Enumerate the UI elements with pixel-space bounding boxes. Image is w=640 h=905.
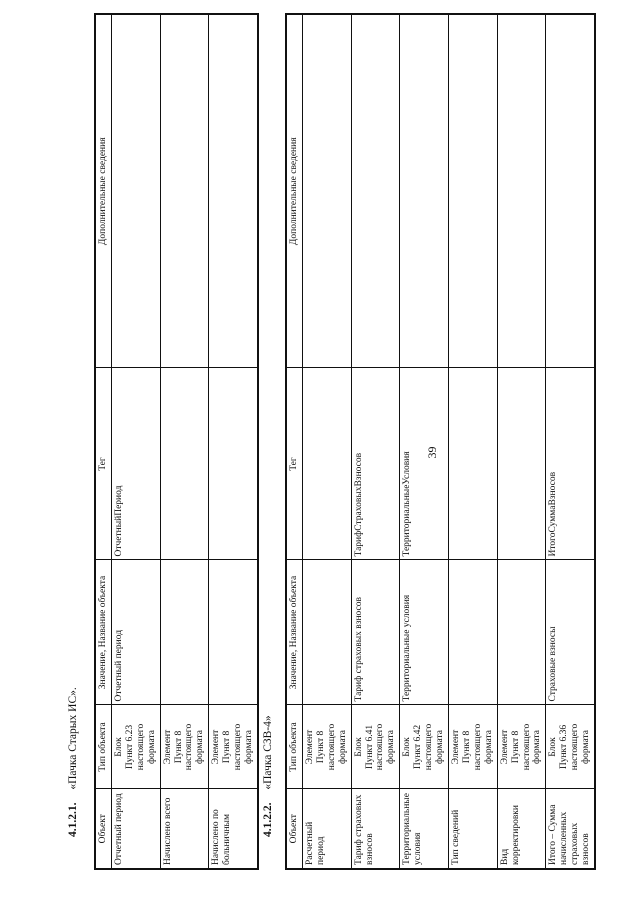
- object-cell: Итого – Сумма начисленных страховых взносов: [546, 789, 595, 869]
- table-row: [209, 14, 258, 869]
- header-cell: Дополнительные сведения: [286, 14, 302, 368]
- object-cell: Начислено всего: [160, 789, 209, 869]
- header-cell: Тип объекта: [286, 705, 302, 789]
- table-pachka-szv-4: [285, 13, 596, 870]
- tag-cell: ТерриториальныеУсловия: [400, 368, 449, 560]
- object-cell: Тариф страховых взносов: [351, 789, 400, 869]
- info-cell: [160, 14, 209, 368]
- header-cell: Объект: [286, 789, 302, 869]
- type-cell: Блок Пункт 6.42 настоящего формата: [400, 705, 449, 789]
- info-cell: [111, 14, 160, 368]
- header-cell: Значение, Название объекта: [95, 560, 111, 705]
- value-cell: [302, 560, 351, 705]
- type-cell: Блок Пункт 6.41 настоящего формата: [351, 705, 400, 789]
- tag-cell: [160, 368, 209, 560]
- tag-cell: [497, 368, 546, 560]
- section-title: «Пачка СЗВ-4»: [262, 715, 274, 790]
- header-cell: Объект: [95, 789, 111, 869]
- object-cell: Начислено по больничным: [209, 789, 258, 869]
- tag-cell: [448, 368, 497, 560]
- type-cell: Элемент Пункт 8 настоящего формата: [209, 705, 258, 789]
- info-cell: [400, 14, 449, 368]
- info-cell: [448, 14, 497, 368]
- type-cell: Элемент Пункт 8 настоящего формата: [497, 705, 546, 789]
- object-cell: Территориальные условия: [400, 789, 449, 869]
- table-row: [160, 14, 209, 869]
- object-cell: Расчетный период: [302, 789, 351, 869]
- header-cell: Дополнительные сведения: [95, 14, 111, 368]
- section-number: 4.1.2.2.: [262, 802, 274, 837]
- value-cell: [160, 560, 209, 705]
- header-cell: Тег: [95, 368, 111, 560]
- table-row: [111, 14, 160, 869]
- value-cell: Отчетный период: [111, 560, 160, 705]
- object-cell: Вид корректировки: [497, 789, 546, 869]
- value-cell: [497, 560, 546, 705]
- object-cell: Отчетный период: [111, 789, 160, 869]
- type-cell: Блок Пункт 6.23 настоящего формата: [111, 705, 160, 789]
- info-cell: [351, 14, 400, 368]
- value-cell: [448, 560, 497, 705]
- header-cell: Тип объекта: [95, 705, 111, 789]
- section-title: «Пачка Старых ИС».: [67, 687, 79, 790]
- tag-cell: ОтчетныйПериод: [111, 368, 160, 560]
- type-cell: Блок Пункт 6.36 настоящего формата: [546, 705, 595, 789]
- value-cell: Тариф страховых взносов: [351, 560, 400, 705]
- object-cell: Тип сведений: [448, 789, 497, 869]
- info-cell: [497, 14, 546, 368]
- tag-cell: [209, 368, 258, 560]
- section-heading-1: [67, 687, 79, 837]
- page-number: 39: [425, 446, 439, 459]
- table-header-row: [95, 14, 111, 869]
- info-cell: [302, 14, 351, 368]
- table-row: [302, 14, 351, 869]
- table-row: [497, 14, 546, 869]
- table-pachka-starykh-is: [94, 13, 259, 870]
- value-cell: Страховые взносы: [546, 560, 595, 705]
- type-cell: Элемент Пункт 8 настоящего формата: [448, 705, 497, 789]
- table-row: [448, 14, 497, 869]
- header-cell: Значение, Название объекта: [286, 560, 302, 705]
- table-row: [546, 14, 595, 869]
- type-cell: Элемент Пункт 8 настоящего формата: [160, 705, 209, 789]
- table-header-row: [286, 14, 302, 869]
- tag-cell: [302, 368, 351, 560]
- type-cell: Элемент Пункт 8 настоящего формата: [302, 705, 351, 789]
- value-cell: Территориальные условия: [400, 560, 449, 705]
- tag-cell: ТарифСтраховыхВзносов: [351, 368, 400, 560]
- header-cell: Тег: [286, 368, 302, 560]
- section-number: 4.1.2.1.: [67, 802, 79, 837]
- table-row: [400, 14, 449, 869]
- section-heading-2: [262, 715, 274, 837]
- info-cell: [546, 14, 595, 368]
- value-cell: [209, 560, 258, 705]
- tag-cell: ИтогоСуммаВзносов: [546, 368, 595, 560]
- table-row: [351, 14, 400, 869]
- info-cell: [209, 14, 258, 368]
